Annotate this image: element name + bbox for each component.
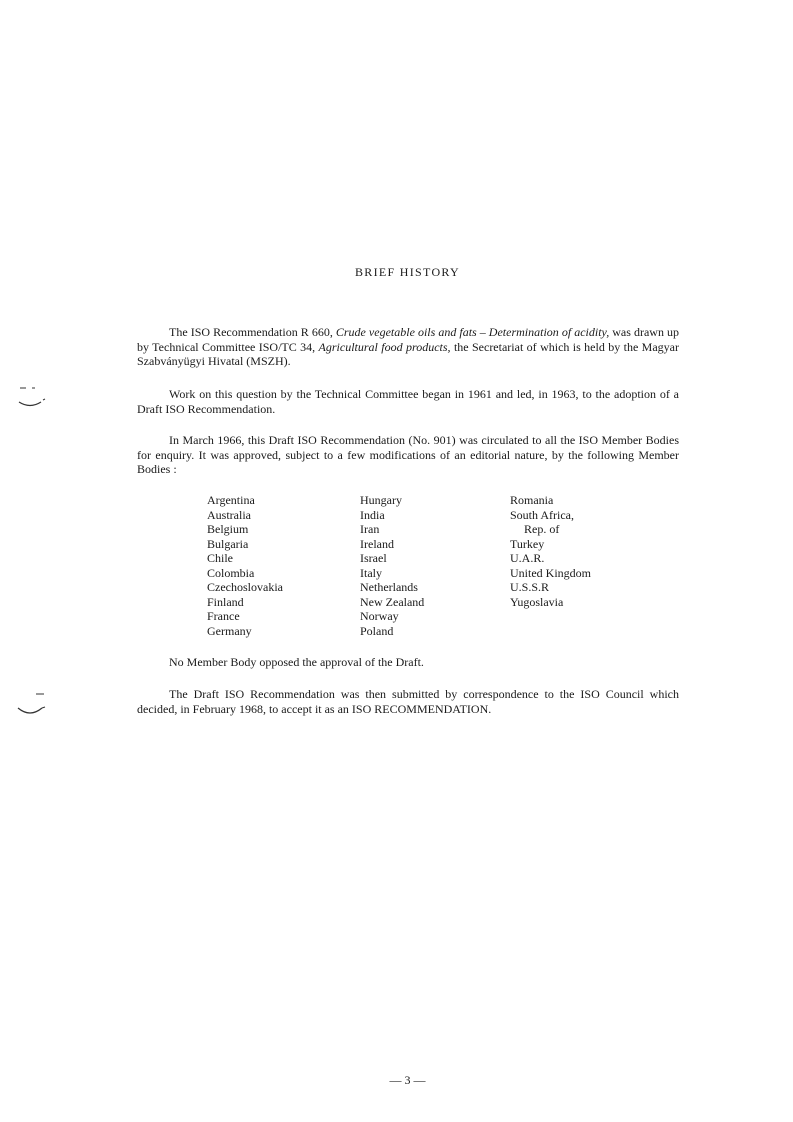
- member-body: United Kingdom: [510, 565, 591, 580]
- paragraph-1-recommendation-title: Crude vegetable oils and fats – Determination of acidity,: [335, 325, 610, 339]
- member-body: Ireland: [360, 536, 394, 551]
- member-body: Czechoslovakia: [207, 580, 283, 594]
- member-body: Turkey: [510, 536, 545, 551]
- paragraph-5-text: The Draft ISO Recommendation was then submitted by correspondence to the ISO Council which decided, in February 1968, to accept it as an ISO RECOMMENDATION.: [137, 687, 679, 716]
- member-body: New Zealand: [360, 594, 425, 609]
- paragraph-1-committee-title: Agricultural food products,: [318, 339, 451, 354]
- paragraph-1-part-a: The ISO Recommendation R 660,: [169, 325, 336, 339]
- member-body: Hungary: [360, 493, 402, 507]
- member-body: Norway: [360, 609, 399, 623]
- member-body: Iran: [360, 522, 380, 536]
- member-body: Italy: [360, 565, 382, 580]
- member-body: Poland: [360, 623, 394, 638]
- member-bodies-column-3: [510, 493, 591, 609]
- member-body: Finland: [207, 594, 244, 609]
- paragraph-3-text: In March 1966, this Draft ISO Recommendation (No. 901) was circulated to all the ISO Member Bodies for enquiry. It was approved, subject to a few modifications of an editorial nature, by the following Member Bodies :: [137, 433, 679, 476]
- member-body: Chile: [207, 551, 233, 565]
- member-body: Israel: [360, 551, 387, 565]
- member-body: Colombia: [207, 565, 255, 580]
- member-body: Bulgaria: [207, 536, 249, 551]
- paragraph-5: [137, 687, 679, 716]
- member-bodies-column-1: [207, 493, 283, 638]
- member-body: Australia: [207, 507, 251, 522]
- paragraph-4: No Member Body opposed the approval of the Draft.: [169, 655, 424, 669]
- paragraph-2-text: Work on this question by the Technical Committee began in 1961 and led, in 1963, to the adoption of a Draft ISO Recommendation.: [137, 387, 679, 416]
- member-body: Belgium: [207, 522, 249, 536]
- punch-hole-mark-top: [14, 380, 50, 416]
- paragraph-1-part-e: the Secretariat of which is held by the Magyar Szabványügyi Hivatal (MSZH).: [137, 339, 679, 368]
- member-body: U.S.S.R: [510, 580, 550, 594]
- member-body: Yugoslavia: [510, 594, 564, 609]
- member-body: France: [207, 609, 240, 623]
- paragraph-1: [137, 325, 679, 369]
- member-body-continuation: Rep. of: [524, 522, 560, 536]
- member-body: Netherlands: [360, 580, 418, 594]
- member-body: Germany: [207, 623, 252, 638]
- member-bodies-column-2: [360, 493, 424, 638]
- member-body: India: [360, 507, 385, 522]
- member-body: Romania: [510, 493, 554, 507]
- member-body: South Africa,: [510, 507, 574, 522]
- member-body: U.A.R.: [510, 551, 545, 565]
- member-body: Argentina: [207, 493, 255, 507]
- page-number: — 3 —: [389, 1073, 426, 1087]
- paragraph-2: [137, 387, 679, 416]
- page-title: BRIEF HISTORY: [354, 265, 461, 279]
- paragraph-3: [137, 433, 679, 477]
- punch-hole-mark-bottom: [14, 688, 50, 724]
- paragraph-1-part-c: was drawn up by Technical Committee ISO/TC 34,: [137, 325, 680, 354]
